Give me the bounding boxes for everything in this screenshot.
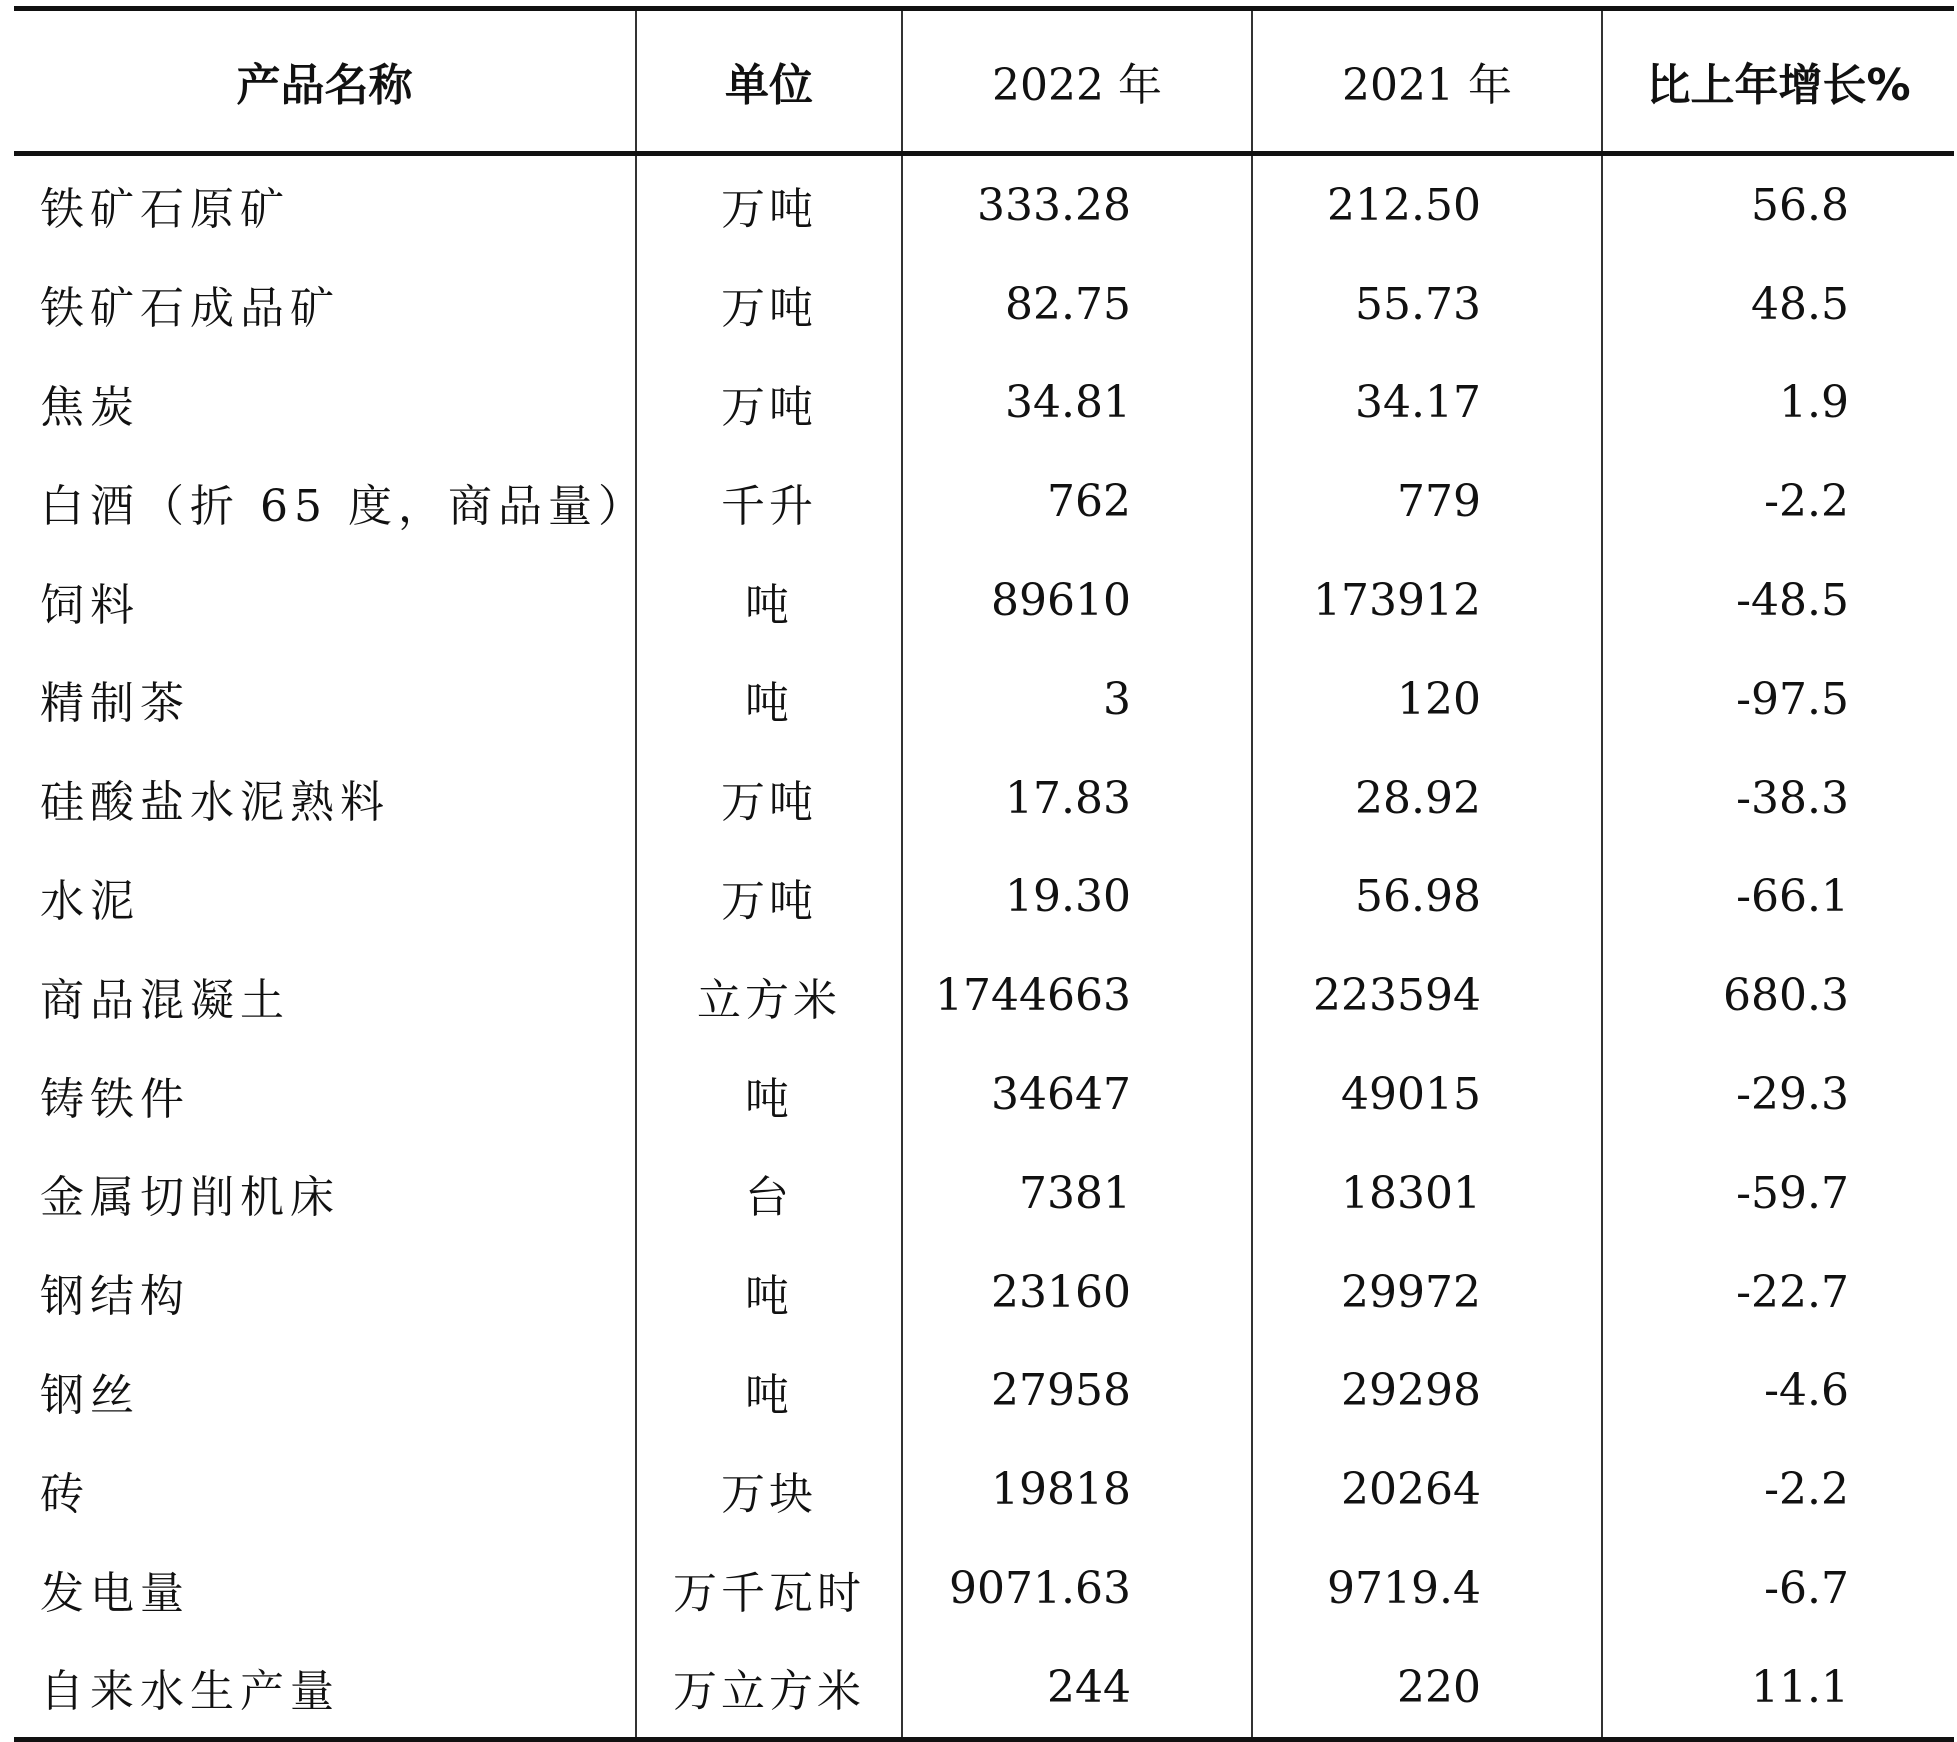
cell-growth-percent: 48.5 <box>1602 255 1954 354</box>
cell-growth-percent: -38.3 <box>1602 749 1954 848</box>
cell-value-2022: 82.75 <box>902 255 1252 354</box>
cell-value-2022: 34647 <box>902 1045 1252 1144</box>
cell-product-name: 铸铁件 <box>40 1073 190 1125</box>
cell-value-2021: 55.73 <box>1252 255 1602 354</box>
header-year-2021: 2021 年 <box>1252 9 1602 154</box>
cell-growth-percent: 680.3 <box>1602 946 1954 1045</box>
table-body <box>14 154 1954 1740</box>
cell-value-2021: 28.92 <box>1252 749 1602 848</box>
cell-value-2021: 29972 <box>1252 1243 1602 1342</box>
table-row <box>14 650 1954 749</box>
cell-value-2022: 34.81 <box>902 354 1252 453</box>
table-row <box>14 551 1954 650</box>
product-output-table <box>14 6 1954 1742</box>
cell-unit: 万吨 <box>636 154 902 255</box>
cell-unit: 万吨 <box>636 354 902 453</box>
cell-product-name: 金属切削机床 <box>40 1172 340 1224</box>
cell-value-2022: 3 <box>902 650 1252 749</box>
cell-growth-percent: -22.7 <box>1602 1243 1954 1342</box>
table-row <box>14 749 1954 848</box>
cell-unit: 台 <box>636 1144 902 1243</box>
header-growth-percent: 比上年增长% <box>1602 9 1954 154</box>
cell-value-2022: 9071.63 <box>902 1539 1252 1638</box>
cell-value-2022: 1744663 <box>902 946 1252 1045</box>
table-row <box>14 848 1954 947</box>
cell-unit: 万块 <box>636 1440 902 1539</box>
cell-unit: 万吨 <box>636 848 902 947</box>
cell-value-2022: 19818 <box>902 1440 1252 1539</box>
cell-unit: 万立方米 <box>636 1638 902 1739</box>
cell-value-2022: 89610 <box>902 551 1252 650</box>
table-row <box>14 452 1954 551</box>
cell-value-2021: 20264 <box>1252 1440 1602 1539</box>
cell-product-name: 钢结构 <box>40 1271 190 1323</box>
cell-product-name: 水泥 <box>40 875 140 927</box>
cell-unit: 吨 <box>636 1045 902 1144</box>
cell-value-2021: 29298 <box>1252 1342 1602 1441</box>
cell-product-name: 硅酸盐水泥熟料 <box>40 777 390 829</box>
cell-unit: 万吨 <box>636 749 902 848</box>
cell-value-2021: 120 <box>1252 650 1602 749</box>
cell-unit: 万千瓦时 <box>636 1539 902 1638</box>
cell-value-2022: 19.30 <box>902 848 1252 947</box>
cell-value-2022: 27958 <box>902 1342 1252 1441</box>
cell-value-2021: 56.98 <box>1252 848 1602 947</box>
table-row <box>14 354 1954 453</box>
cell-product-name: 精制茶 <box>40 678 190 730</box>
cell-value-2022: 17.83 <box>902 749 1252 848</box>
cell-growth-percent: -2.2 <box>1602 452 1954 551</box>
cell-product-name: 发电量 <box>40 1567 190 1619</box>
table-row <box>14 1638 1954 1739</box>
cell-unit: 万吨 <box>636 255 902 354</box>
cell-growth-percent: -48.5 <box>1602 551 1954 650</box>
table-row <box>14 1045 1954 1144</box>
cell-unit: 吨 <box>636 551 902 650</box>
cell-value-2022: 23160 <box>902 1243 1252 1342</box>
table-row <box>14 946 1954 1045</box>
cell-value-2021: 9719.4 <box>1252 1539 1602 1638</box>
table-header <box>14 9 1954 154</box>
cell-growth-percent: 1.9 <box>1602 354 1954 453</box>
cell-growth-percent: -29.3 <box>1602 1045 1954 1144</box>
cell-growth-percent: -4.6 <box>1602 1342 1954 1441</box>
cell-product-name: 商品混凝土 <box>40 974 290 1026</box>
cell-value-2021: 34.17 <box>1252 354 1602 453</box>
product-output-table-container <box>14 6 1954 1742</box>
table-row <box>14 154 1954 255</box>
table-row <box>14 255 1954 354</box>
header-product-name: 产品名称 <box>14 9 636 154</box>
cell-value-2022: 7381 <box>902 1144 1252 1243</box>
cell-value-2021: 173912 <box>1252 551 1602 650</box>
cell-unit: 千升 <box>636 452 902 551</box>
cell-value-2021: 220 <box>1252 1638 1602 1739</box>
table-row <box>14 1440 1954 1539</box>
cell-growth-percent: -2.2 <box>1602 1440 1954 1539</box>
table-row <box>14 1243 1954 1342</box>
cell-value-2022: 333.28 <box>902 154 1252 255</box>
table-row <box>14 1144 1954 1243</box>
cell-value-2022: 762 <box>902 452 1252 551</box>
cell-product-name: 砖 <box>40 1468 90 1520</box>
table-row <box>14 1539 1954 1638</box>
cell-product-name: 铁矿石原矿 <box>40 184 290 236</box>
cell-value-2021: 779 <box>1252 452 1602 551</box>
cell-value-2021: 212.50 <box>1252 154 1602 255</box>
cell-unit: 吨 <box>636 1342 902 1441</box>
cell-unit: 吨 <box>636 650 902 749</box>
cell-unit: 立方米 <box>636 946 902 1045</box>
cell-product-name: 自来水生产量 <box>40 1666 340 1718</box>
table-row <box>14 1342 1954 1441</box>
cell-product-name: 铁矿石成品矿 <box>40 283 340 335</box>
header-unit: 单位 <box>636 9 902 154</box>
cell-growth-percent: -6.7 <box>1602 1539 1954 1638</box>
cell-value-2021: 18301 <box>1252 1144 1602 1243</box>
cell-product-name: 钢丝 <box>40 1369 140 1421</box>
cell-product-name: 焦炭 <box>40 381 140 433</box>
cell-growth-percent: -59.7 <box>1602 1144 1954 1243</box>
cell-growth-percent: 11.1 <box>1602 1638 1954 1739</box>
cell-product-name: 饲料 <box>40 579 140 631</box>
cell-value-2021: 223594 <box>1252 946 1602 1045</box>
header-year-2022: 2022 年 <box>902 9 1252 154</box>
cell-growth-percent: -66.1 <box>1602 848 1954 947</box>
cell-growth-percent: -97.5 <box>1602 650 1954 749</box>
cell-growth-percent: 56.8 <box>1602 154 1954 255</box>
header-row <box>14 9 1954 154</box>
cell-product-name: 白酒（折 65 度，商品量） <box>40 480 648 532</box>
cell-value-2021: 49015 <box>1252 1045 1602 1144</box>
cell-unit: 吨 <box>636 1243 902 1342</box>
cell-value-2022: 244 <box>902 1638 1252 1739</box>
